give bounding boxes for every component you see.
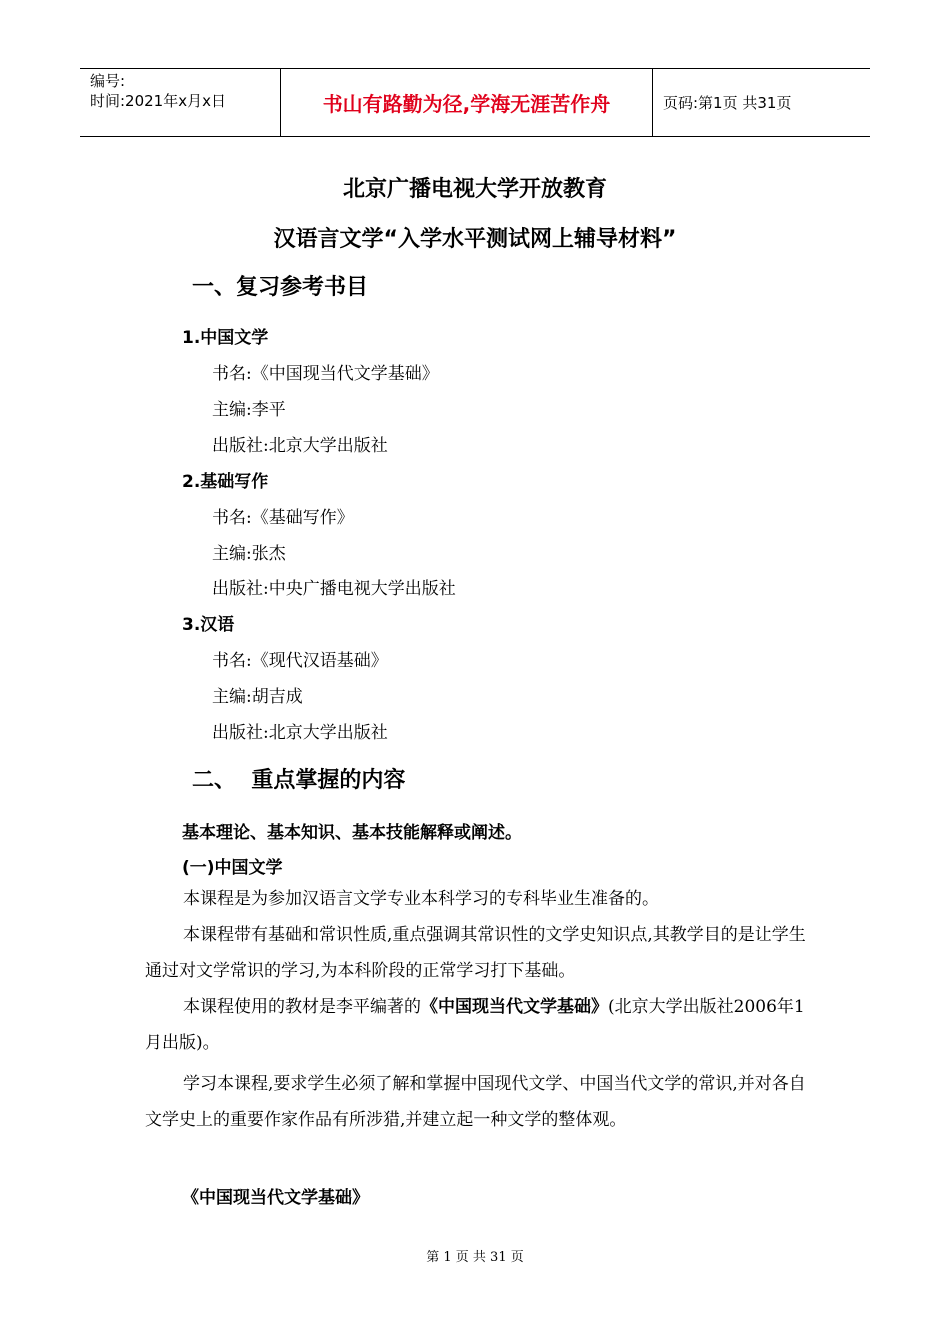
book2-publisher: 出版社:中央广播电视大学出版社	[212, 579, 456, 599]
book-heading: 《中国现当代文学基础》	[182, 1188, 369, 1208]
book2-name: 书名:《基础写作》	[212, 508, 354, 528]
book3-editor: 主编:胡吉成	[212, 687, 303, 707]
book3-publisher: 出版社:北京大学出版社	[212, 723, 388, 743]
paragraph-3-text-a: 本课程使用的教材是李平编著的	[183, 997, 421, 1017]
paragraph-1: 本课程是为参加汉语言文学专业本科学习的专科毕业生准备的。	[183, 889, 659, 909]
book1-publisher: 出版社:北京大学出版社	[212, 436, 388, 456]
book3-subject: 3.汉语	[182, 615, 235, 635]
header-page-label: 页码:第1页 共31页	[663, 94, 792, 112]
subsection-chinese-literature: (一)中国文学	[182, 858, 283, 878]
paragraph-3-text-c: (北京大学出版社2006年1月出版)。	[145, 997, 805, 1053]
section1-heading: 一、复习参考书目	[192, 275, 369, 300]
book1-editor: 主编:李平	[212, 400, 286, 420]
header-motto: 书山有路勤为径,学海无涯苦作舟	[281, 69, 653, 136]
document-title-line1: 北京广播电视大学开放教育	[342, 177, 607, 202]
book2-editor: 主编:张杰	[212, 544, 286, 564]
book1-name: 书名:《中国现当代文学基础》	[212, 364, 439, 384]
header-meta	[80, 69, 281, 136]
paragraph-4: 学习本课程,要求学生必须了解和掌握中国现代文学、中国当代文学的常识,并对各自文学史上的重要作家作品有所涉猎,并建立起一种文学的整体观。	[145, 1074, 806, 1130]
book3-name: 书名:《现代汉语基础》	[212, 651, 388, 671]
book2-subject: 2.基础写作	[182, 472, 269, 492]
number-label: 编号:	[90, 72, 126, 90]
section2-heading: 二、 重点掌握的内容	[192, 768, 406, 793]
book1-subject: 1.中国文学	[182, 328, 269, 348]
document-title-line2: 汉语言文学“入学水平测试网上辅导材料”	[273, 227, 677, 252]
paragraph-3-book-title: 《中国现当代文学基础》	[421, 997, 608, 1017]
date-label: 时间:2021年x月x日	[90, 92, 226, 110]
paragraph-2: 本课程带有基础和常识性质,重点强调其常识性的文学史知识点,其教学目的是让学生通过对文学常识的学习,为本科阶段的正常学习打下基础。	[145, 925, 806, 981]
document-header	[80, 68, 870, 137]
paragraph-3	[145, 989, 807, 1061]
page-footer: 第 1 页 共 31 页	[426, 1250, 524, 1265]
section2-intro: 基本理论、基本知识、基本技能解释或阐述。	[182, 823, 522, 843]
